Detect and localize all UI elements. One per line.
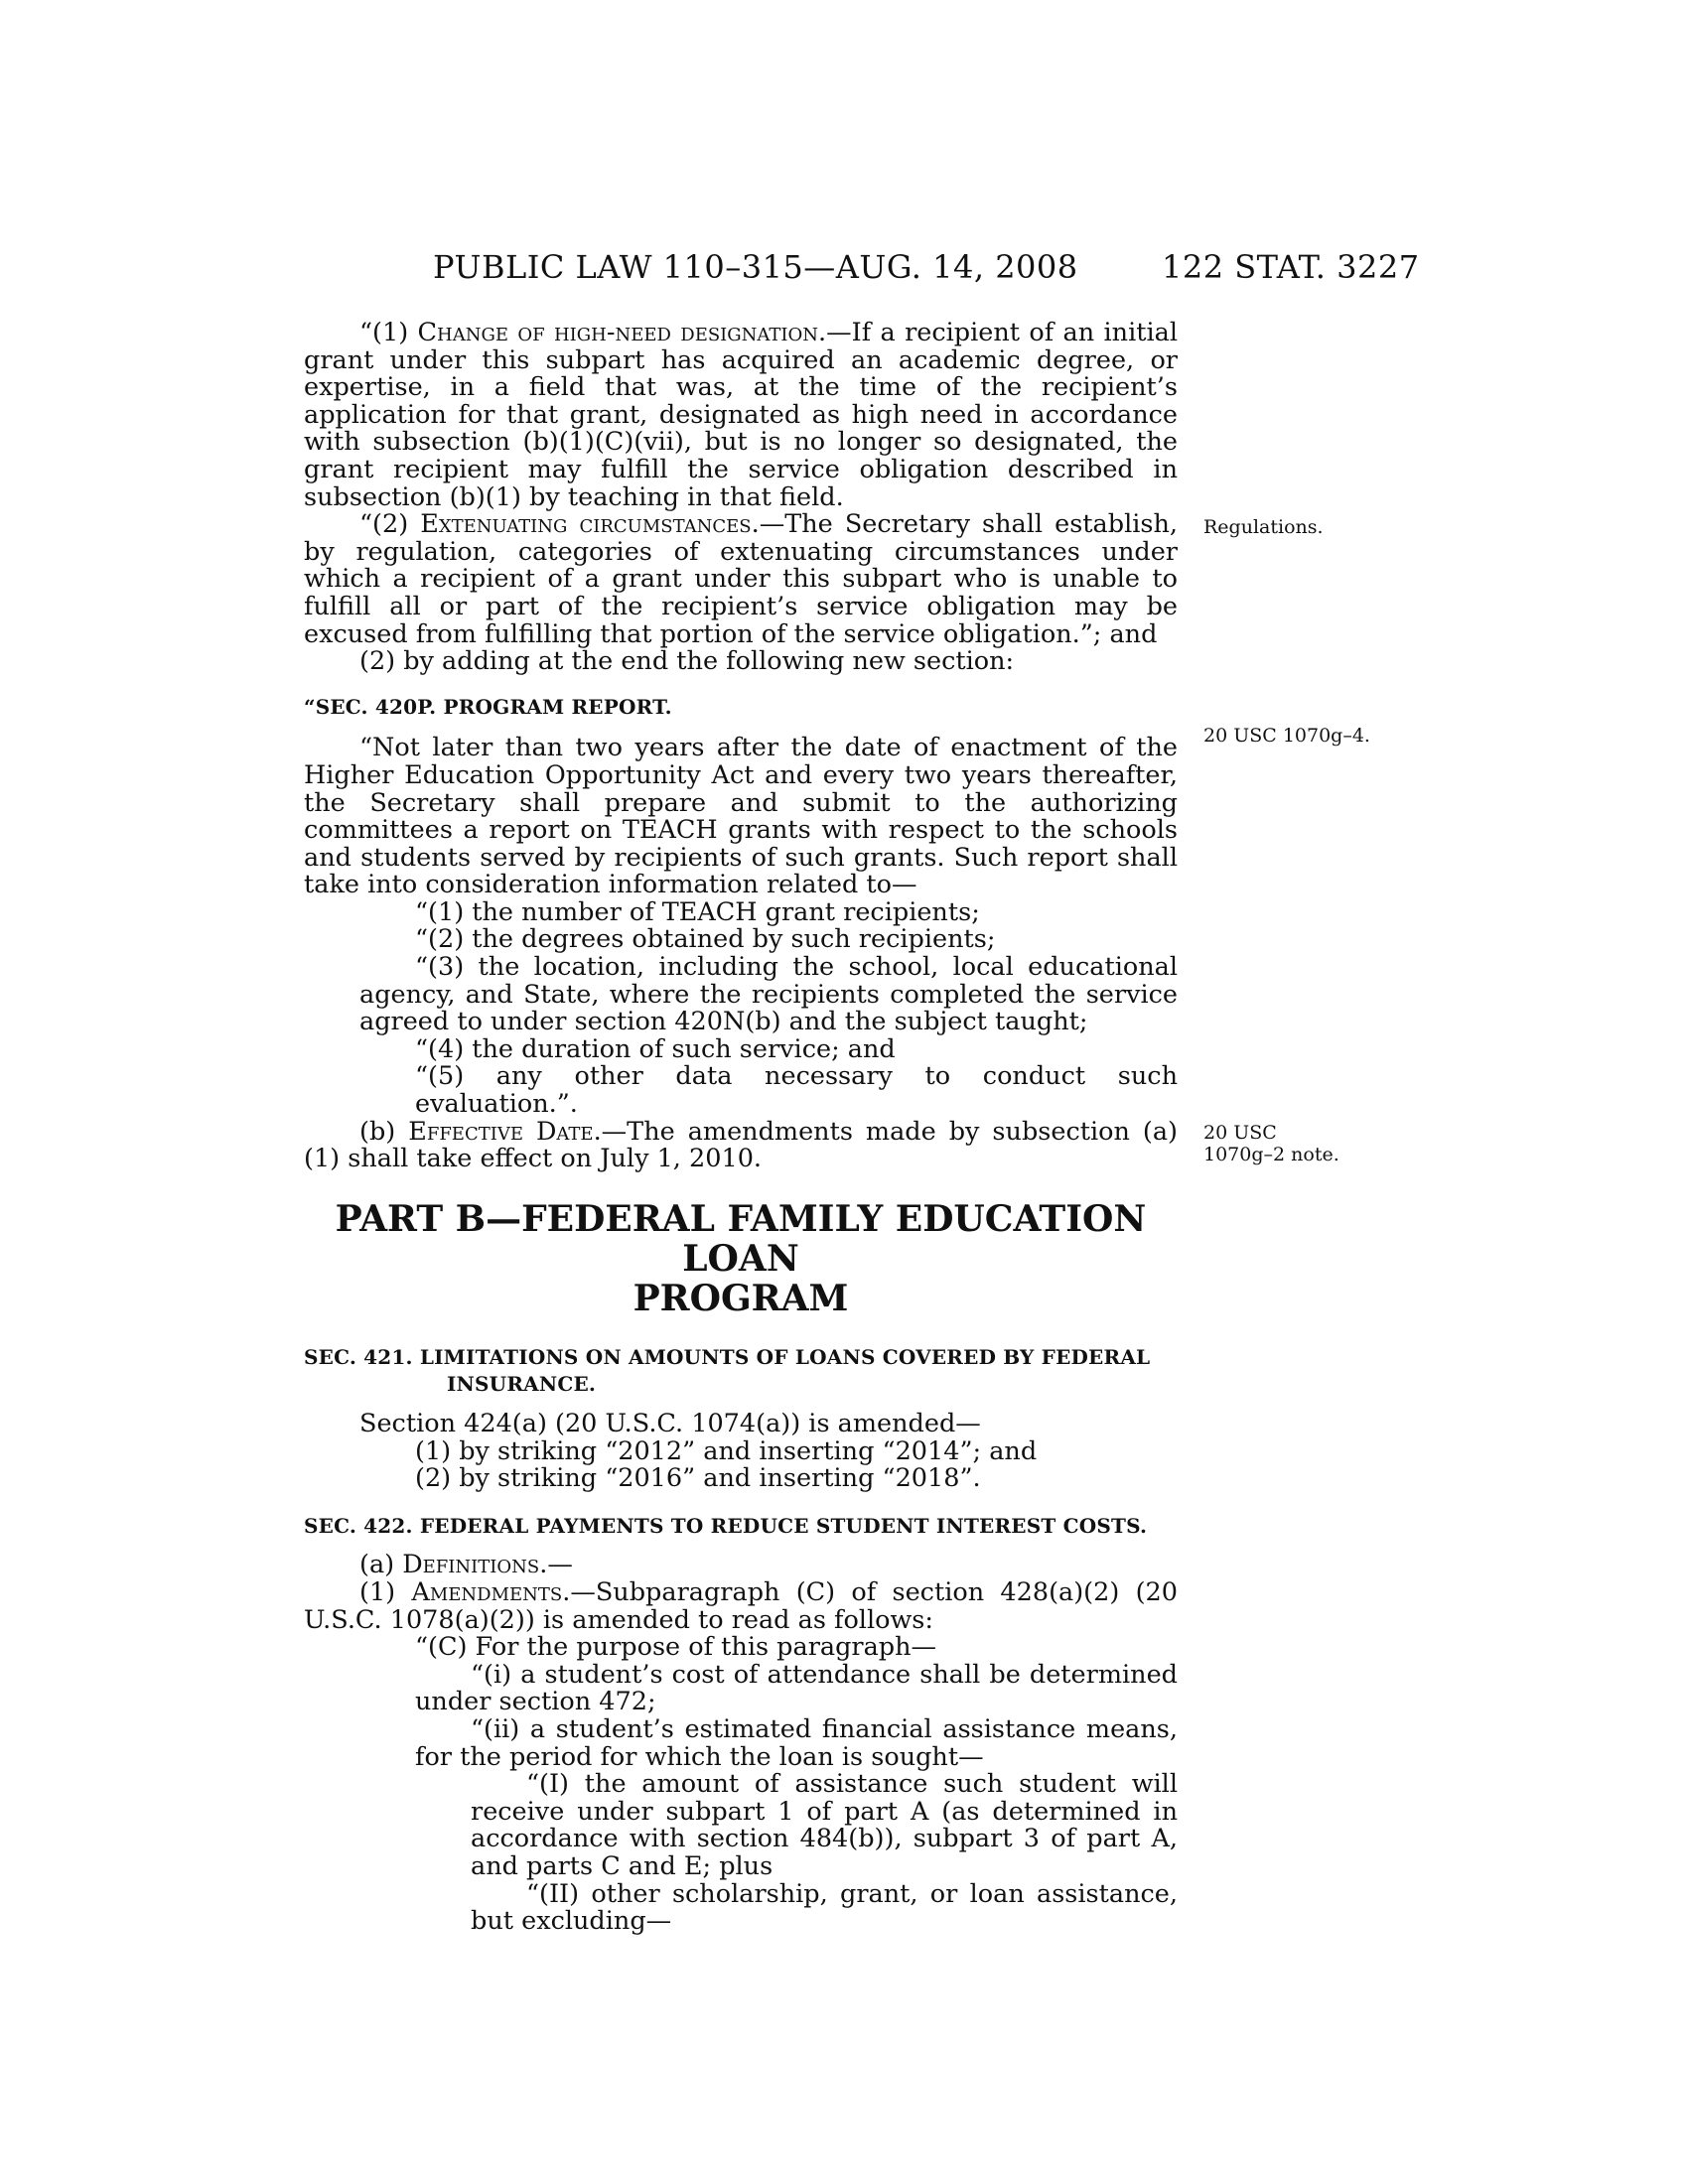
- section-421-heading-line1: SEC. 421. LIMITATIONS ON AMOUNTS OF LOANS COVERED BY FEDERAL: [304, 1344, 1151, 1369]
- margin-note-usc-420p: 20 USC 1070g–4.: [1203, 725, 1370, 747]
- paragraph-effective-date: [304, 1116, 1178, 1174]
- paragraph-number: (a): [359, 1550, 403, 1580]
- subclause-I: “(I) the amount of assistance such student will receive under subpart 1 of part A (as determined in accordance with section 484(b)), subpart 3 of part A, and parts C and E; plus: [471, 1769, 1178, 1881]
- subparagraph-c-intro: “(C) For the purpose of this paragraph—: [415, 1632, 937, 1663]
- section-420p-item: “(4) the duration of such service; and: [415, 1033, 896, 1064]
- clause-ii: “(ii) a student’s estimated financial assistance means, for the period for which the loan is sought—: [415, 1713, 1178, 1772]
- paragraph-number: “(1): [359, 318, 418, 347]
- section-422-definitions: [304, 1552, 1178, 1579]
- part-b-heading: [304, 1199, 1178, 1318]
- section-420p-intro: “Not later than two years after the date of enactment of the Higher Education Opportunity Act and every two years thereafter, the Secretary shall prepare and submit to the authorizing committees a report on TEACH grants with respect to the schools and students served by recipients of such grants. Such report shall take into consideration information related to—: [304, 733, 1178, 900]
- section-422-amendments: [248, 1576, 1178, 1635]
- paragraph-heading: Amendments: [411, 1576, 563, 1607]
- margin-note-usc-line2: 1070g–2 note.: [1203, 1144, 1339, 1165]
- paragraph-text: .—If a recipient of an initial grant under this subpart has acquired an academic degree, or expertise, in a field that was, at the time of the recipient’s application for that grant, designated as high need in accordance with subsection (b)(1)(C)(vii), but is no longer so designated, the grant recipient may fulfill the service obligation described in subsection (b)(1) by teaching in that field.: [304, 318, 1179, 512]
- running-header-title: PUBLIC LAW 110–315—AUG. 14, 2008: [433, 248, 1078, 286]
- paragraph-extenuating-circumstances: [304, 511, 1178, 648]
- clause-i: “(i) a student’s cost of attendance shall be determined under section 472;: [415, 1659, 1178, 1717]
- section-420p-item: “(2) the degrees obtained by such recipients;: [415, 924, 996, 955]
- paragraph-tail: .—: [539, 1550, 573, 1580]
- section-421-item: (2) by striking “2016” and inserting “2018”.: [415, 1463, 981, 1494]
- section-420p-item: “(5) any other data necessary to conduct such evaluation.”.: [415, 1061, 1178, 1120]
- paragraph-heading: Effective Date: [408, 1116, 594, 1147]
- margin-note-usc-effective-date: [1203, 1122, 1339, 1165]
- paragraph-heading: Definitions: [402, 1550, 540, 1580]
- section-421-heading-line2: INSURANCE.: [447, 1372, 597, 1397]
- paragraph-number: “(2): [359, 509, 421, 540]
- section-420p-item: “(1) the number of TEACH grant recipients;: [415, 896, 980, 927]
- section-422-heading: SEC. 422. FEDERAL PAYMENTS TO REDUCE STUDENT INTEREST COSTS.: [304, 1513, 1148, 1538]
- running-header-page-number: 122 STAT. 3227: [1162, 248, 1420, 286]
- subclause-II: “(II) other scholarship, grant, or loan assistance, but excluding—: [471, 1878, 1178, 1937]
- part-b-heading-line1: PART B—FEDERAL FAMILY EDUCATION LOAN: [335, 1197, 1147, 1280]
- paragraph-text: .—Subparagraph (C) of section 428(a)(2) (20 U.S.C. 1078(a)(2)) is amended to read as follows:: [304, 1576, 1178, 1635]
- margin-note-regulations: Regulations.: [1203, 516, 1324, 538]
- part-b-heading-line2: PROGRAM: [633, 1277, 849, 1319]
- paragraph-text: .—The amendments made by subsection (a)(1) shall take effect on July 1, 2010.: [304, 1116, 1178, 1174]
- section-421-heading: [304, 1344, 1178, 1399]
- section-420p-item: “(3) the location, including the school, local educational agency, and State, where the recipients completed the service agreed to under section 420N(b) and the subject taught;: [359, 952, 1178, 1037]
- paragraph-number: (1): [359, 1576, 412, 1607]
- section-421-item: (1) by striking “2012” and inserting “2014”; and: [415, 1435, 1038, 1466]
- paragraph-number: (b): [359, 1116, 409, 1147]
- paragraph-heading: Change of high-need designation: [417, 318, 819, 347]
- margin-note-usc-line1: 20 USC: [1203, 1122, 1277, 1144]
- main-text-column: [304, 320, 1178, 1936]
- paragraph-change-high-need: [304, 320, 1178, 511]
- paragraph-heading: Extenuating circumstances: [420, 509, 752, 540]
- paragraph-adding-new-section: (2) by adding at the end the following new section:: [359, 646, 1015, 677]
- paragraph-text: .—The Secretary shall establish, by regulation, categories of extenuating circumstances under which a recipient of a grant under this subpart who is unable to fulfill all or part of the recipient’s service obligation may be excused from fulfilling that portion of the service obligation.”; and: [304, 509, 1179, 649]
- section-420p-heading: “SEC. 420P. PROGRAM REPORT.: [304, 694, 672, 719]
- section-421-intro: Section 424(a) (20 U.S.C. 1074(a)) is amended—: [359, 1409, 981, 1438]
